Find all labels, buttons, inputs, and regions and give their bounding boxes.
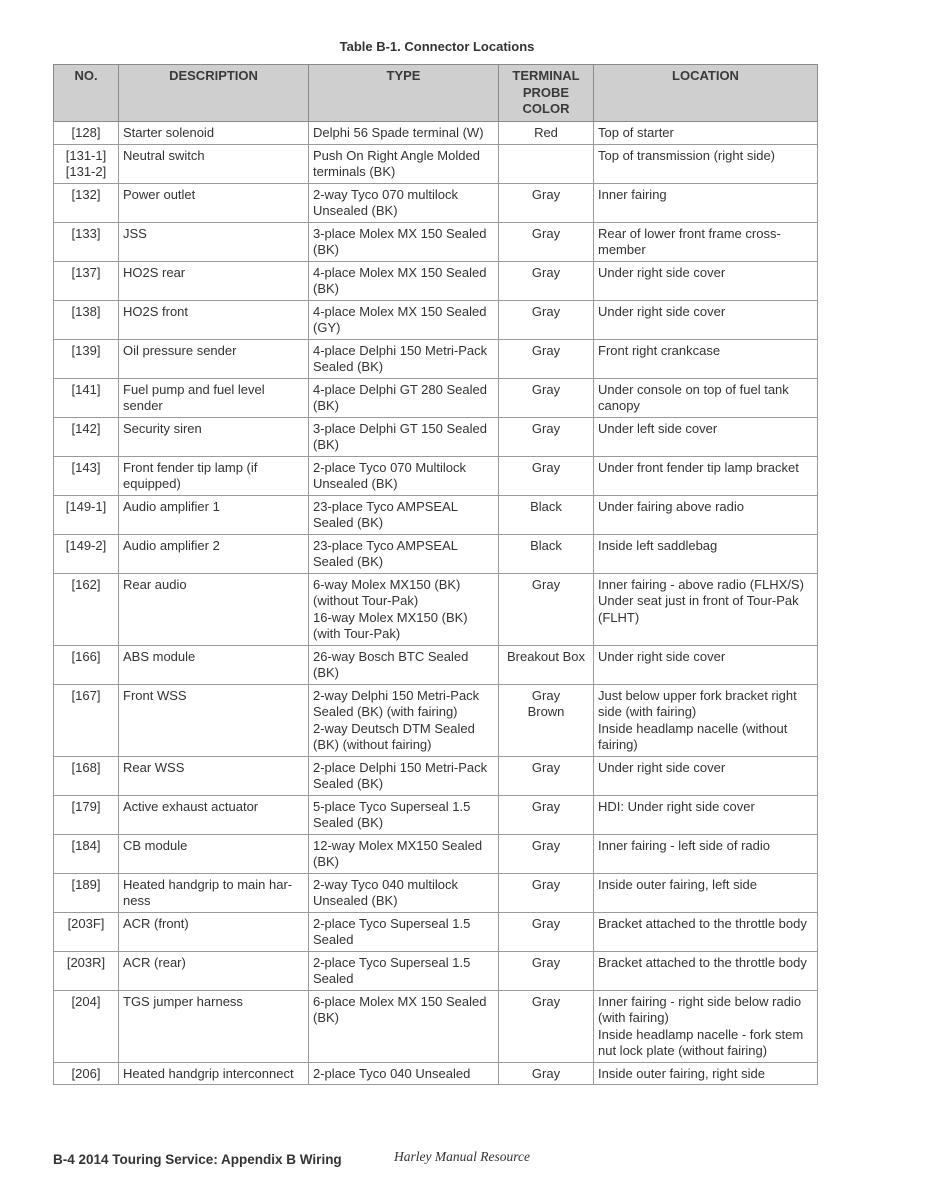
cell-description: TGS jumper harness	[119, 990, 309, 1062]
cell-probe-color: Gray	[499, 573, 594, 645]
cell-probe-color: Gray	[499, 300, 594, 339]
cell-no: [203F]	[54, 912, 119, 951]
cell-type: 2-way Tyco 040 multilock Unsealed (BK)	[309, 873, 499, 912]
cell-description: Rear WSS	[119, 756, 309, 795]
table-row	[54, 300, 818, 339]
cell-probe-color: Gray	[499, 1062, 594, 1085]
cell-location: Inner fairing - right side below radio (with fairing) Inside headlamp nacelle - fork stem nut lock plate (without fairing)	[594, 990, 818, 1062]
cell-location: Rear of lower front frame cross-member	[594, 222, 818, 261]
cell-no: [168]	[54, 756, 119, 795]
table-row	[54, 645, 818, 684]
cell-type: 2-way Tyco 070 multilock Unsealed (BK)	[309, 183, 499, 222]
header-location: LOCATION	[594, 65, 818, 122]
cell-probe-color: Black	[499, 534, 594, 573]
cell-location: HDI: Under right side cover	[594, 795, 818, 834]
cell-probe-color	[499, 144, 594, 183]
cell-location: Just below upper fork bracket right side (with fairing) Inside headlamp nacelle (without fairing)	[594, 684, 818, 756]
cell-description: Heated handgrip to main har- ness	[119, 873, 309, 912]
cell-type: 2-place Delphi 150 Metri-Pack Sealed (BK)	[309, 756, 499, 795]
cell-location: Under fairing above radio	[594, 495, 818, 534]
header-no: NO.	[54, 65, 119, 122]
table-row	[54, 417, 818, 456]
cell-type: 23-place Tyco AMPSEAL Sealed (BK)	[309, 534, 499, 573]
cell-description: ACR (rear)	[119, 951, 309, 990]
cell-probe-color: Gray	[499, 222, 594, 261]
table-row	[54, 756, 818, 795]
cell-description: Starter solenoid	[119, 122, 309, 145]
cell-type: 2-way Delphi 150 Metri-Pack Sealed (BK) (with fairing) 2-way Deutsch DTM Sealed (BK) (without fairing)	[309, 684, 499, 756]
cell-type: 6-place Molex MX 150 Sealed (BK)	[309, 990, 499, 1062]
cell-probe-color: Gray	[499, 417, 594, 456]
table-row	[54, 378, 818, 417]
cell-location: Under right side cover	[594, 756, 818, 795]
table-row	[54, 990, 818, 1062]
cell-probe-color: Gray	[499, 912, 594, 951]
cell-location: Under right side cover	[594, 645, 818, 684]
cell-type: 2-place Tyco Superseal 1.5 Sealed	[309, 912, 499, 951]
cell-type: 2-place Tyco 040 Unsealed	[309, 1062, 499, 1085]
cell-no: [143]	[54, 456, 119, 495]
cell-location: Inside outer fairing, left side	[594, 873, 818, 912]
table-row	[54, 684, 818, 756]
cell-no: [166]	[54, 645, 119, 684]
cell-type: 4-place Molex MX 150 Sealed (BK)	[309, 261, 499, 300]
cell-location: Under right side cover	[594, 300, 818, 339]
cell-location: Inner fairing - left side of radio	[594, 834, 818, 873]
cell-location: Inner fairing	[594, 183, 818, 222]
table-row	[54, 951, 818, 990]
cell-no: [139]	[54, 339, 119, 378]
cell-no: [149-1]	[54, 495, 119, 534]
header-description: DESCRIPTION	[119, 65, 309, 122]
cell-location: Under right side cover	[594, 261, 818, 300]
cell-description: Audio amplifier 1	[119, 495, 309, 534]
cell-type: 5-place Tyco Superseal 1.5 Sealed (BK)	[309, 795, 499, 834]
cell-description: Heated handgrip interconnect	[119, 1062, 309, 1085]
cell-probe-color: Gray	[499, 834, 594, 873]
cell-description: Front fender tip lamp (if equipped)	[119, 456, 309, 495]
cell-no: [179]	[54, 795, 119, 834]
table-row	[54, 183, 818, 222]
cell-description: JSS	[119, 222, 309, 261]
cell-location: Front right crankcase	[594, 339, 818, 378]
cell-description: CB module	[119, 834, 309, 873]
cell-probe-color: Gray	[499, 756, 594, 795]
cell-probe-color: Black	[499, 495, 594, 534]
cell-probe-color: Gray	[499, 990, 594, 1062]
cell-probe-color: Breakout Box	[499, 645, 594, 684]
cell-location: Inner fairing - above radio (FLHX/S) Under seat just in front of Tour-Pak (FLHT)	[594, 573, 818, 645]
cell-type: 26-way Bosch BTC Sealed (BK)	[309, 645, 499, 684]
cell-type: Delphi 56 Spade terminal (W)	[309, 122, 499, 145]
cell-no: [141]	[54, 378, 119, 417]
table-row	[54, 261, 818, 300]
cell-type: 4-place Delphi GT 280 Sealed (BK)	[309, 378, 499, 417]
cell-no: [206]	[54, 1062, 119, 1085]
cell-location: Inside left saddlebag	[594, 534, 818, 573]
cell-location: Inside outer fairing, right side	[594, 1062, 818, 1085]
table-row	[54, 795, 818, 834]
footer-page-label: B-4 2014 Touring Service: Appendix B Wiring	[53, 1152, 342, 1167]
cell-description: Fuel pump and fuel level sender	[119, 378, 309, 417]
cell-probe-color: Gray	[499, 951, 594, 990]
cell-probe-color: Gray Brown	[499, 684, 594, 756]
table-row	[54, 912, 818, 951]
cell-description: Neutral switch	[119, 144, 309, 183]
cell-probe-color: Gray	[499, 339, 594, 378]
cell-no: [137]	[54, 261, 119, 300]
cell-type: 4-place Molex MX 150 Sealed (GY)	[309, 300, 499, 339]
table-row	[54, 495, 818, 534]
cell-location: Under console on top of fuel tank canopy	[594, 378, 818, 417]
cell-probe-color: Gray	[499, 183, 594, 222]
table-row	[54, 1062, 818, 1085]
cell-no: [167]	[54, 684, 119, 756]
cell-probe-color: Gray	[499, 261, 594, 300]
cell-type: 6-way Molex MX150 (BK) (without Tour-Pak) 16-way Molex MX150 (BK) (with Tour-Pak)	[309, 573, 499, 645]
cell-no: [203R]	[54, 951, 119, 990]
table-row	[54, 456, 818, 495]
cell-location: Bracket attached to the throttle body	[594, 951, 818, 990]
footer-source: Harley Manual Resource	[394, 1149, 530, 1164]
header-probe-color: TERMINAL PROBE COLOR	[499, 65, 594, 122]
table-title: Table B-1. Connector Locations	[339, 39, 535, 54]
cell-probe-color: Red	[499, 122, 594, 145]
cell-description: Security siren	[119, 417, 309, 456]
cell-description: Rear audio	[119, 573, 309, 645]
table-row	[54, 144, 818, 183]
cell-probe-color: Gray	[499, 378, 594, 417]
cell-type: 4-place Delphi 150 Metri-Pack Sealed (BK)	[309, 339, 499, 378]
table-row	[54, 873, 818, 912]
cell-location: Under left side cover	[594, 417, 818, 456]
table-header-row	[54, 65, 818, 122]
cell-type: 3-place Molex MX 150 Sealed (BK)	[309, 222, 499, 261]
table-row	[54, 222, 818, 261]
cell-no: [128]	[54, 122, 119, 145]
cell-no: [149-2]	[54, 534, 119, 573]
cell-type: 2-place Tyco 070 Multilock Unsealed (BK)	[309, 456, 499, 495]
cell-description: Front WSS	[119, 684, 309, 756]
cell-type: 2-place Tyco Superseal 1.5 Sealed	[309, 951, 499, 990]
cell-type: 23-place Tyco AMPSEAL Sealed (BK)	[309, 495, 499, 534]
header-type: TYPE	[309, 65, 499, 122]
cell-description: Audio amplifier 2	[119, 534, 309, 573]
cell-no: [204]	[54, 990, 119, 1062]
cell-location: Bracket attached to the throttle body	[594, 912, 818, 951]
cell-description: ACR (front)	[119, 912, 309, 951]
cell-description: ABS module	[119, 645, 309, 684]
table-row	[54, 573, 818, 645]
cell-location: Top of starter	[594, 122, 818, 145]
cell-probe-color: Gray	[499, 795, 594, 834]
table-row	[54, 339, 818, 378]
cell-location: Top of transmission (right side)	[594, 144, 818, 183]
cell-location: Under front fender tip lamp bracket	[594, 456, 818, 495]
table-row	[54, 122, 818, 145]
cell-type: 12-way Molex MX150 Sealed (BK)	[309, 834, 499, 873]
cell-probe-color: Gray	[499, 456, 594, 495]
cell-description: Power outlet	[119, 183, 309, 222]
cell-no: [138]	[54, 300, 119, 339]
cell-no: [189]	[54, 873, 119, 912]
cell-no: [184]	[54, 834, 119, 873]
cell-type: Push On Right Angle Molded terminals (BK)	[309, 144, 499, 183]
cell-no: [132]	[54, 183, 119, 222]
cell-description: Oil pressure sender	[119, 339, 309, 378]
cell-no: [142]	[54, 417, 119, 456]
cell-no: [162]	[54, 573, 119, 645]
cell-description: HO2S front	[119, 300, 309, 339]
cell-type: 3-place Delphi GT 150 Sealed (BK)	[309, 417, 499, 456]
table-row	[54, 534, 818, 573]
connector-table	[53, 64, 818, 1085]
cell-no: [131-1] [131-2]	[54, 144, 119, 183]
cell-probe-color: Gray	[499, 873, 594, 912]
cell-description: Active exhaust actuator	[119, 795, 309, 834]
cell-no: [133]	[54, 222, 119, 261]
table-row	[54, 834, 818, 873]
cell-description: HO2S rear	[119, 261, 309, 300]
